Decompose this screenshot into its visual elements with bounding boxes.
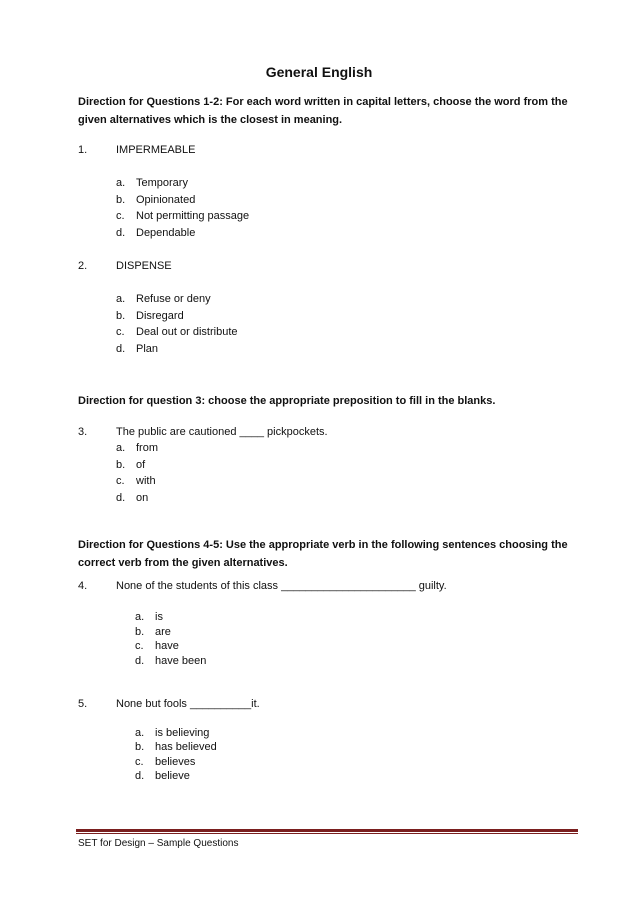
question-text: None but fools __________it. xyxy=(116,698,260,710)
question-number: 4. xyxy=(78,580,88,592)
question-number: 3. xyxy=(78,426,88,438)
direction-question-3: Direction for question 3: choose the appropriate preposition to fill in the blanks. xyxy=(78,395,496,407)
question-text: The public are cautioned ____ pickpockets. xyxy=(116,426,328,438)
page-footer: SET for Design – Sample Questions xyxy=(78,838,239,849)
option-item: d. believe xyxy=(135,770,190,782)
option-item: a. is xyxy=(135,611,163,623)
question-text: None of the students of this class ______________________ guilty. xyxy=(116,580,447,592)
option-item: a. Refuse or deny xyxy=(116,293,211,305)
option-item: d. Plan xyxy=(116,343,159,355)
option-item: c. with xyxy=(116,475,156,487)
option-item: c. Not permitting passage xyxy=(116,210,250,222)
option-item: a. is believing xyxy=(135,727,210,739)
option-item: c. Deal out or distribute xyxy=(116,326,238,338)
question-number: 5. xyxy=(78,698,88,710)
option-item: c. have xyxy=(135,640,179,652)
option-item: a. Temporary xyxy=(116,177,188,189)
question-text: IMPERMEABLE xyxy=(116,144,196,156)
question-number: 1. xyxy=(78,144,88,156)
direction-questions-4-5: Direction for Questions 4-5: Use the appropriate verb in the following sentences choosing the correct verb from the given alternatives. xyxy=(78,539,568,569)
option-item: d. have been xyxy=(135,655,207,667)
option-item: d. Dependable xyxy=(116,227,196,239)
option-item: b. Opinionated xyxy=(116,194,196,206)
option-item: b. has believed xyxy=(135,741,217,753)
page-title: General English xyxy=(265,64,373,80)
option-item: a. from xyxy=(116,442,158,454)
option-item: b. Disregard xyxy=(116,310,184,322)
option-item: d. on xyxy=(116,492,149,504)
question-text: DISPENSE xyxy=(116,260,172,272)
option-item: c. believes xyxy=(135,756,196,768)
direction-questions-1-2: Direction for Questions 1-2: For each word written in capital letters, choose the word from the given alternatives which is the closest in meaning. xyxy=(78,96,568,126)
option-item: b. of xyxy=(116,459,146,471)
question-number: 2. xyxy=(78,260,88,272)
footer-rule-thick xyxy=(76,829,578,832)
footer-rule-thin xyxy=(76,833,578,834)
option-item: b. are xyxy=(135,626,171,638)
